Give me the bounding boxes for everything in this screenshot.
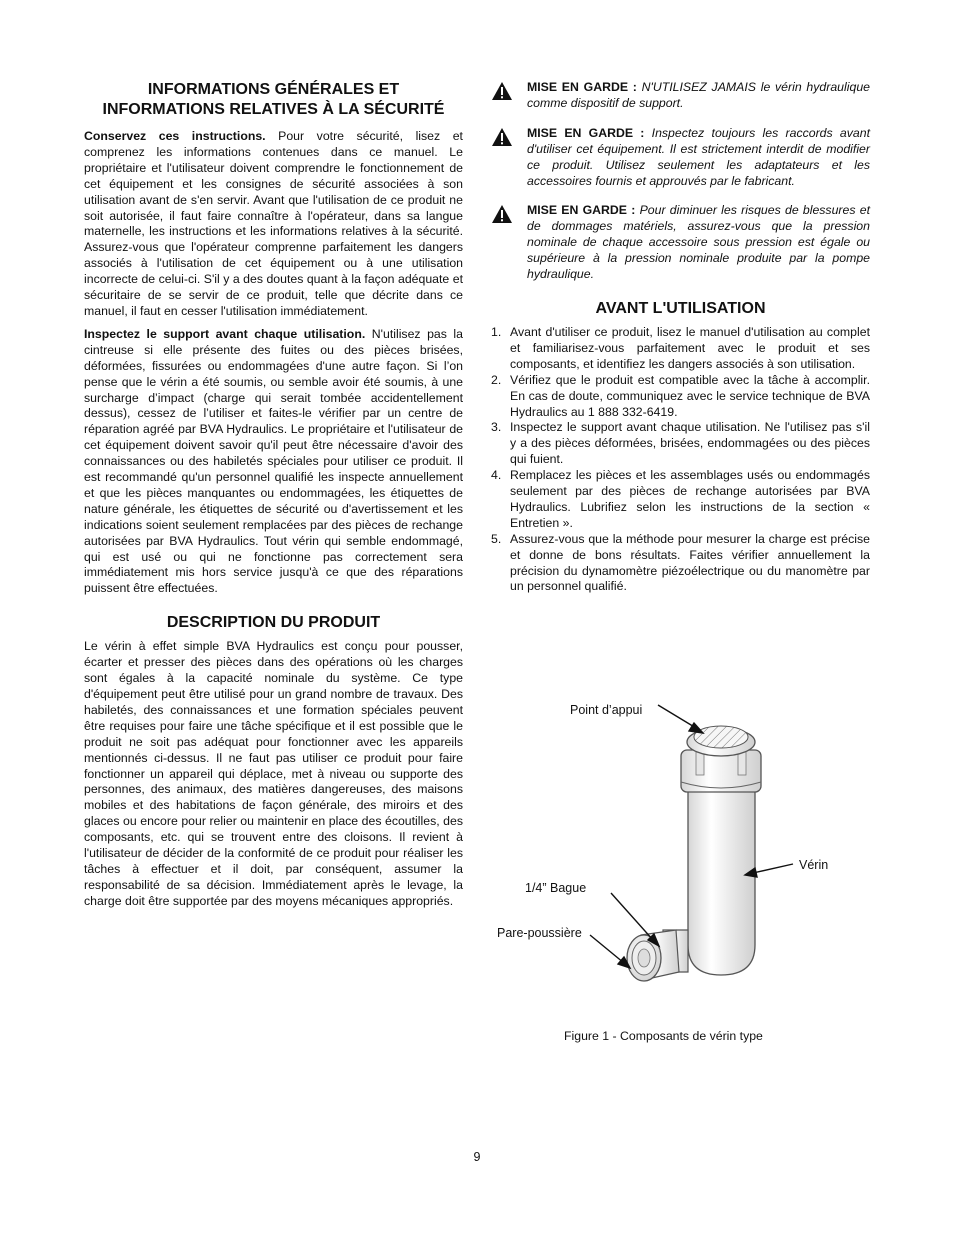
label-point-appui: Point d’appui	[570, 703, 643, 717]
general-paragraph-1-lead: Conservez ces instructions.	[84, 129, 266, 143]
avant-list	[491, 325, 870, 595]
avant-title: AVANT L'UTILISATION	[595, 299, 766, 317]
warning-2-text: Inspectez toujours les raccords avant d'utiliser cet équipement. Il est strictement interdit de modifier ce produit. Utilisez seulement les adaptateurs et les accessoires fournis et approuvés par le fabricant.	[527, 125, 870, 188]
warning-1-label: MISE EN GARDE :	[527, 80, 637, 94]
list-item-text: Vérifiez que le produit est compatible avec la tâche à accomplir. En cas de doute, communiquez avec le service technique de BVA Hydraulics au 1 888 332-6419.	[510, 372, 870, 419]
warning-2	[491, 126, 870, 190]
figure-caption: Figure 1 - Composants de vérin type	[564, 1029, 763, 1043]
warning-3-text: Pour diminuer les risques de blessures et de dommages matériels, assurez-vous que la pression nominale de chaque accessoire sous pression est égale ou supérieure à la pression nominale produite par la pompe hydraulique.	[527, 203, 870, 282]
right-column	[491, 80, 870, 595]
list-item	[491, 373, 870, 421]
figure-cylinder	[491, 690, 870, 1050]
list-item-text: Assurez-vous que la méthode pour mesurer la charge est précise et donne de bons résultats. Faites vérifier annuellement la précision du dynamomètre piézoélectrique ou du manomètre par un personnel qualifié.	[510, 531, 870, 594]
warning-icon	[491, 80, 527, 106]
label-verin: Vérin	[799, 858, 829, 872]
warning-icon	[491, 203, 527, 229]
list-item-text: Avant d'utiliser ce produit, lisez le manuel d'utilisation au complet et familiarisez-vous parfaitement avec le produit et ses composants, et identifiez les dangers associés à son utilisation.	[510, 324, 870, 371]
label-bague: 1/4” Bague	[525, 881, 587, 895]
label-pare-poussiere: Pare-poussière	[497, 926, 582, 940]
general-paragraph-1	[84, 129, 463, 320]
warning-1-text: N'UTILISEZ JAMAIS le vérin hydraulique comme dispositif de support.	[527, 80, 870, 110]
page-number: 9	[473, 1150, 481, 1164]
general-paragraph-1-text: Pour votre sécurité, lisez et comprenez les informations contenues dans ce manuel. Le propriétaire et l'utilisateur doivent comprendre le fonctionnement de cet équipement et les consignes de sécurité associées à son utilisation avant de s'en servir. Avant que l'utilisation de ce produit ne soit autorisée, il faut faire connaître à l'opérateur, dans sa langue maternelle, les instructions et les informations relatives à la sécurité. Assurez-vous que l'opérateur comprenne parfaitement les dangers associés à l'utilisation de cet équipement ou à une utilisation incorrecte de celui-ci. S'il y a des doutes quant à la façon adéquate et sécuritaire de se servir de ce produit, telle que décrite dans ce manuel, il faut en cesser l'utilisation immédiatement.	[84, 129, 463, 318]
general-title	[84, 80, 463, 120]
list-item-number: 5.	[491, 531, 502, 546]
list-item-number: 4.	[491, 468, 502, 483]
warning-icon	[491, 126, 527, 152]
left-column	[84, 80, 463, 910]
list-item-number: 1.	[491, 324, 502, 339]
warning-1	[491, 80, 870, 112]
general-title-line1: INFORMATIONS GÉNÉRALES ET	[147, 81, 400, 98]
general-paragraph-2-text: N'utilisez pas la cintreuse si elle présente des fuites ou des pièces brisées, déformées, fissurées ou endommagées d'une autre façon. Si l’on pense que le vérin a été soumis, ou semble avoir été soumis, à une surcharge d’impact (charge qui serait tombée accidentellement dessus), cessez de l’utiliser et faites-le vérifier par un centre de réparation agréé par BVA Hydraulics. Le propriétaire et l'utilisateur de cet équipement doivent savoir qu'il peut être nécessaire d'avoir des connaissances ou des habiletés spéciales pour utiliser ce produit. Il est recommandé qu'un personnel qualifié les inspecte annuellement et que les pièces manquantes ou endommagées, les étiquettes de nature générale, les étiquettes de sécurité ou d'avertissement et les indications soient seulement remplacées par des pièces de rechange autorisées par BVA Hydraulics. Tout vérin qui semble endommagé, qui est usé ou qui ne fonctionne pas correctement sera immédiatement mis hors service jusqu'à ce que des réparations puissent être effectuées.	[84, 326, 463, 596]
list-item	[491, 325, 870, 373]
description-text: Le vérin à effet simple BVA Hydraulics est conçu pour pousser, écarter et presser des pièces dans des opérations où les charges sont égales à la capacité nominale du système. Ce type d'équipement peut être utilisé pour un grand nombre de travaux. Des habiletés, des connaissances et une formation spéciales peuvent être requises pour faire une tâche spécifique et il est possible que le produit ne soit pas adéquat pour fonctionner avec les appareils mentionnés ci-dessus. Il ne faut pas utiliser ce produit pour faire fonctionner un appareil qui déplace, met à niveau ou supporte des personnes, des animaux, des matières dangereuses, des maisons mobiles et des habitations de façon générale, des miroirs et des glaces ou encore pour relier ou maintenir en place des écoutilles, des composants, etc. qui se trouvent entre des cloisons. Il revient à l'utilisateur de décider de la conformité de ce produit pour réaliser les tâches à effectuer et il doit, par conséquent, assumer la responsabilité de sa décision. Immédiatement après le levage, la charge doit être supportée par des moyens mécaniques appropriés.	[84, 639, 463, 908]
list-item-number: 3.	[491, 420, 502, 435]
list-item-number: 2.	[491, 372, 502, 387]
warning-3	[491, 203, 870, 283]
list-item-text: Inspectez le support avant chaque utilisation. Ne l'utilisez pas s'il y a des pièces déformées, brisées, endommagées ou des pièces qui fuient.	[510, 420, 870, 467]
cylinder-drawing	[491, 690, 870, 1020]
description-title: DESCRIPTION DU PRODUIT	[166, 614, 381, 632]
general-paragraph-2-lead: Inspectez le support avant chaque utilisation.	[84, 326, 366, 341]
list-item	[491, 532, 870, 596]
warning-3-label: MISE EN GARDE :	[527, 203, 636, 218]
list-item	[491, 420, 870, 468]
list-item-text: Remplacez les pièces et les assemblages usés ou endommagés seulement par des pièces de rechange autorisées par BVA Hydraulics. Lubrifiez selon les instructions de la section « Entretien ».	[510, 468, 870, 530]
list-item	[491, 468, 870, 532]
general-paragraph-2	[84, 327, 463, 597]
general-title-line2: INFORMATIONS RELATIVES À LA SÉCURITÉ	[102, 101, 445, 118]
warning-2-label: MISE EN GARDE :	[527, 125, 645, 140]
